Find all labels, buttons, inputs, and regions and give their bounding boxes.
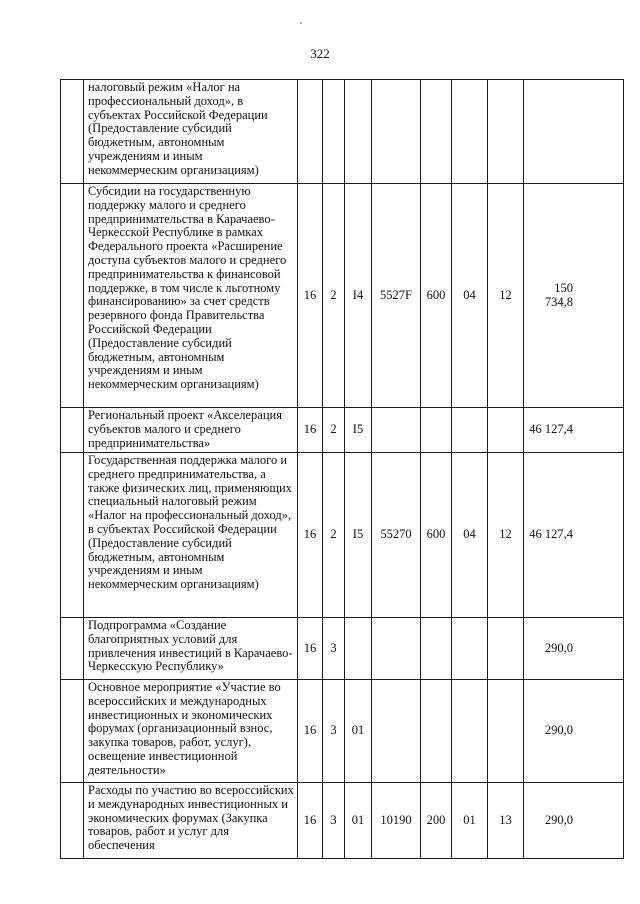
code-cell: 3 (323, 680, 345, 783)
code-cell: 04 (452, 184, 488, 408)
code-cell: 16 (298, 618, 323, 680)
table-row (61, 618, 624, 680)
item-name-cell: Основное мероприятие «Участие во всероссийских и международных инвестиционных и экономических форумах (организационный взнос, закупка товаров, работ, услуг), освещение инвестиционной деятельности» (84, 680, 298, 783)
code-cell: 600 (421, 184, 452, 408)
code-cell: 10190 (372, 783, 421, 859)
budget-table (60, 79, 624, 859)
code-cell (372, 80, 421, 184)
code-cell (298, 80, 323, 184)
table-row (61, 453, 624, 618)
code-cell: 01 (452, 783, 488, 859)
code-cell (372, 408, 421, 453)
code-cell (488, 80, 524, 184)
code-cell (452, 80, 488, 184)
code-cell: 16 (298, 408, 323, 453)
row-number-cell (61, 783, 84, 859)
row-number-cell (61, 80, 84, 184)
code-cell: I5 (345, 408, 372, 453)
code-cell: I4 (345, 184, 372, 408)
table-row (61, 783, 624, 859)
table-row (61, 80, 624, 184)
row-number-cell (61, 680, 84, 783)
amount-cell: 290,0 (524, 783, 624, 859)
item-name-cell: Подпрограмма «Создание благоприятных условий для привлечения инвестиций в Карачаево-Черкесскую Республику» (84, 618, 298, 680)
code-cell: 55270 (372, 453, 421, 618)
code-cell (421, 80, 452, 184)
item-name-cell: налоговый режим «Налог на профессиональный доход», в субъектах Российской Федерации (Предоставление субсидий бюджетным, автономным учреждениям и иным некоммерческим организациям) (84, 80, 298, 184)
row-number-cell (61, 453, 84, 618)
code-cell: 2 (323, 453, 345, 618)
code-cell: 16 (298, 783, 323, 859)
amount-cell: 150 734,8 (524, 184, 624, 408)
item-name-cell: Субсидии на государственную поддержку малого и среднего предпринимательства в Карачаево-Черкесской Республике в рамках Федерального проекта «Расширение доступа субъектов малого и среднего предпринимательства к финансовой поддержке, в том числе к льготному финансированию» за счет средств резервного фонда Правительства Российской Федерации (Предоставление субсидий бюджетным, автономным учреждениям и иным некоммерческим организациям) (84, 184, 298, 408)
code-cell: 04 (452, 453, 488, 618)
code-cell: 12 (488, 184, 524, 408)
page-number: 322 (310, 46, 330, 61)
item-name-cell: Расходы по участию во всероссийских и международных инвестиционных и экономических форумах (Закупка товаров, работ и услуг для обеспечения (84, 783, 298, 859)
code-cell: 16 (298, 453, 323, 618)
code-cell: 2 (323, 408, 345, 453)
table-row (61, 408, 624, 453)
code-cell (323, 80, 345, 184)
code-cell (488, 680, 524, 783)
code-cell (421, 618, 452, 680)
code-cell (421, 680, 452, 783)
code-cell: 01 (345, 680, 372, 783)
code-cell: 01 (345, 783, 372, 859)
code-cell: 3 (323, 783, 345, 859)
code-cell: 5527F (372, 184, 421, 408)
code-cell: 2 (323, 184, 345, 408)
amount-cell: 290,0 (524, 680, 624, 783)
code-cell: 200 (421, 783, 452, 859)
row-number-cell (61, 618, 84, 680)
code-cell: 12 (488, 453, 524, 618)
code-cell (452, 408, 488, 453)
code-cell (345, 618, 372, 680)
table-row (61, 680, 624, 783)
code-cell: I5 (345, 453, 372, 618)
code-cell: 16 (298, 680, 323, 783)
code-cell (372, 680, 421, 783)
code-cell (452, 618, 488, 680)
amount-cell: 290,0 (524, 618, 624, 680)
amount-cell: 46 127,4 (524, 408, 624, 453)
row-number-cell (61, 184, 84, 408)
code-cell (452, 680, 488, 783)
code-cell (421, 408, 452, 453)
item-name-cell: Региональный проект «Акселерация субъектов малого и среднего предпринимательства» (84, 408, 298, 453)
scan-speck (300, 22, 302, 24)
code-cell: 3 (323, 618, 345, 680)
table-row (61, 184, 624, 408)
code-cell: 16 (298, 184, 323, 408)
row-number-cell (61, 408, 84, 453)
code-cell (372, 618, 421, 680)
code-cell (488, 408, 524, 453)
code-cell: 13 (488, 783, 524, 859)
code-cell (488, 618, 524, 680)
code-cell (345, 80, 372, 184)
amount-cell (524, 80, 624, 184)
amount-cell: 46 127,4 (524, 453, 624, 618)
item-name-cell: Государственная поддержка малого и среднего предпринимательства, а также физических лиц, применяющих специальный налоговый режим «Налог на профессиональный доход», в субъектах Российской Федерации (Предоставление субсидий бюджетным, автономным учреждениям и иным некоммерческим организациям) (84, 453, 298, 618)
code-cell: 600 (421, 453, 452, 618)
